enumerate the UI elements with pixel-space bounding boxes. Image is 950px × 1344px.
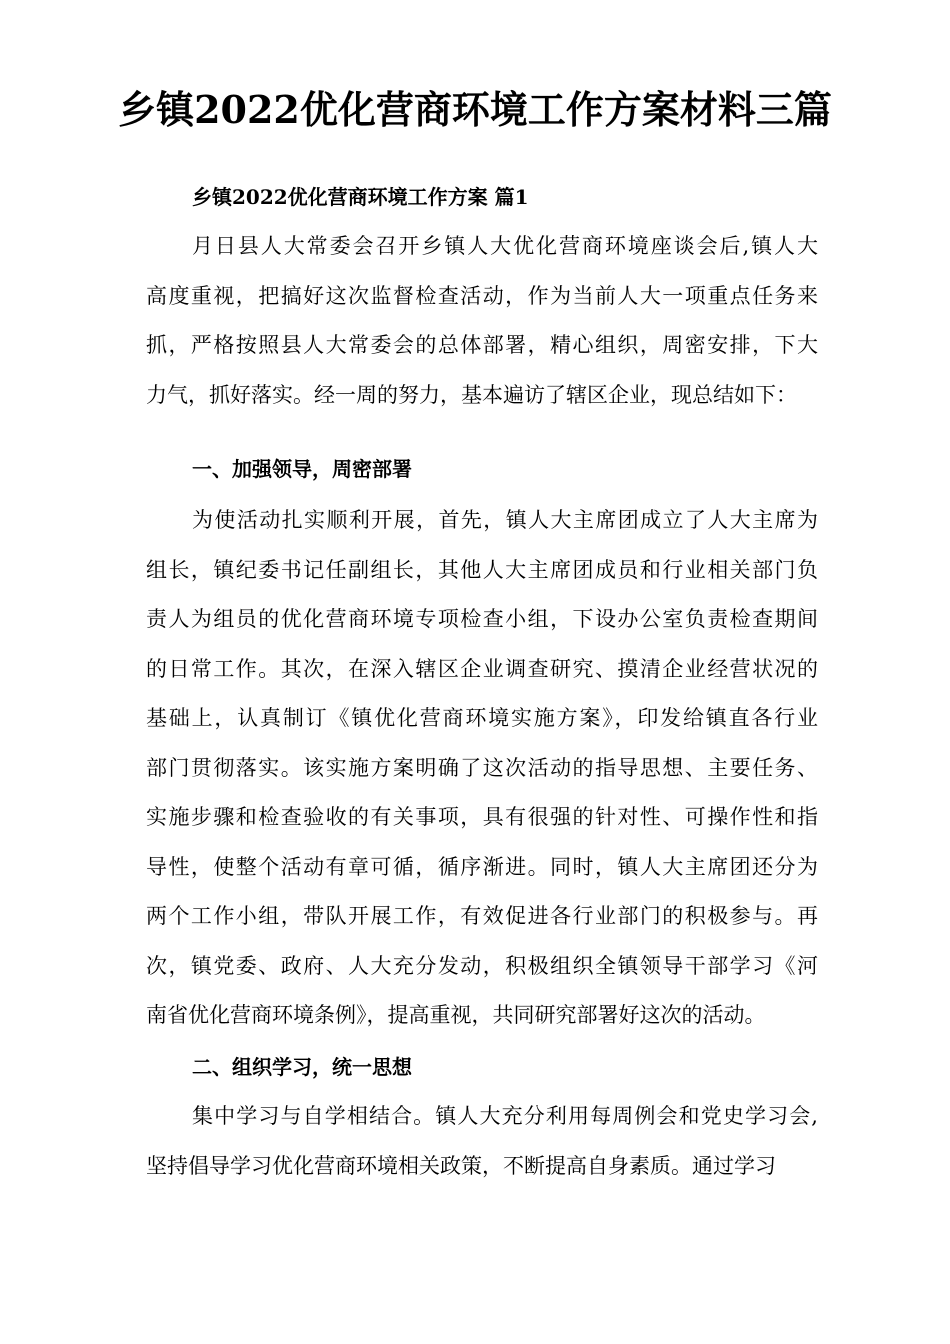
paragraph-line: 责人为组员的优化营商环境专项检查小组，下设办公室负责检查期间 [146,607,818,631]
paragraph-line: 坚持倡导学习优化营商环境相关政策，不断提高自身素质。通过学习 [146,1153,776,1178]
paragraph-line: 的日常工作。其次，在深入辖区企业调查研究、摸清企业经营状况的 [146,656,818,681]
paragraph-line: 力气，抓好落实。经一周的努力，基本遍访了辖区企业，现总结如下： [146,382,797,407]
paragraph-line: 两个工作小组，带队开展工作，有效促进各行业部门的积极参与。再 [146,904,818,928]
paragraph-line: 月日县人大常委会召开乡镇人大优化营商环境座谈会后,镇人大 [192,234,818,258]
document-title: 乡镇2022优化营商环境工作方案材料三篇 [118,87,832,132]
paragraph-1 [146,222,818,420]
paragraph-line: 组长，镇纪委书记任副组长，其他人大主席团成员和行业相关部门负 [146,557,818,582]
heading-2: 二、组织学习，统一思想 [192,1055,412,1079]
paragraph-line: 基础上，认真制订《镇优化营商环境实施方案》，印发给镇直各行业 [146,706,818,730]
paragraph-line: 导性，使整个活动有章可循，循序渐进。同时，镇人大主席团还分为 [146,854,818,879]
paragraph-line: 抓，严格按照县人大常委会的总体部署，精心组织，周密安排，下大 [146,333,818,357]
paragraph-line: 实施步骤和检查验收的有关事项，具有很强的针对性、可操作性和指 [146,805,818,829]
paragraph-line: 高度重视，把搞好这次监督检查活动，作为当前人大一项重点任务来 [146,283,818,308]
heading-1: 一、加强领导，周密部署 [192,457,412,481]
paragraph-2 [146,496,818,1041]
paragraph-line: 为使活动扎实顺利开展，首先，镇人大主席团成立了人大主席为 [192,508,818,532]
paragraph-line: 次，镇党委、政府、人大充分发动，积极组织全镇领导干部学习《河 [146,953,818,978]
section-subtitle: 乡镇2022优化营商环境工作方案 篇1 [192,185,529,209]
paragraph-line: 部门贯彻落实。该实施方案明确了这次活动的指导思想、主要任务、 [146,755,818,780]
paragraph-line: 南省优化营商环境条例》，提高重视，共同研究部署好这次的活动。 [146,1003,766,1027]
paragraph-3 [146,1092,818,1191]
paragraph-line: 集中学习与自学相结合。镇人大充分利用每周例会和党史学习会, [192,1104,818,1128]
